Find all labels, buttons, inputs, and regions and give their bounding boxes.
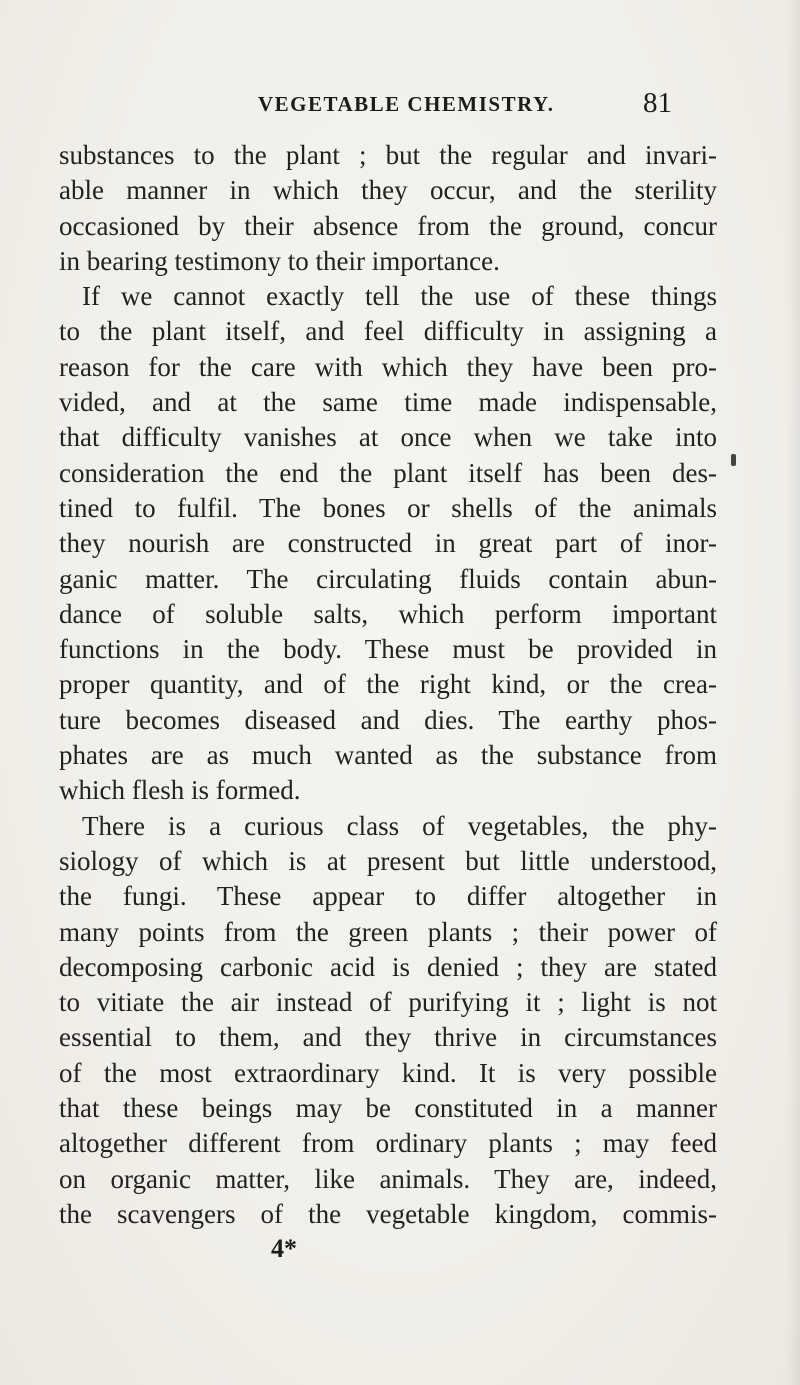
text-line: phates are as much wanted as the substance from <box>59 740 717 771</box>
text-line: vided, and at the same time made indispensable, <box>59 387 717 418</box>
running-title: VEGETABLE CHEMISTRY. <box>258 92 555 116</box>
text-line: occasioned by their absence from the ground, concur <box>59 210 717 241</box>
text-line: the scavengers of the vegetable kingdom, commis- <box>59 1198 717 1229</box>
text-line: altogether different from ordinary plants ; may feed <box>59 1128 717 1159</box>
text-line: of the most extraordinary kind. It is very possible <box>59 1057 717 1088</box>
text-line: they nourish are constructed in great part of inor- <box>59 528 717 559</box>
text-line: to the plant itself, and feel difficulty in assigning a <box>59 316 717 347</box>
body-text <box>59 138 717 1232</box>
margin-ink-mark <box>731 454 736 466</box>
page-number: 81 <box>643 87 672 119</box>
text-line: consideration the end the plant itself has been des- <box>59 457 717 488</box>
text-line: the fungi. These appear to differ altogether in <box>59 881 717 912</box>
text-line: to vitiate the air instead of purifying it ; light is not <box>59 987 717 1018</box>
text-line: There is a curious class of vegetables, the phy- <box>82 810 717 841</box>
text-line: many points from the green plants ; their power of <box>59 916 717 947</box>
text-line: which flesh is formed. <box>59 775 301 806</box>
text-line: able manner in which they occur, and the sterility <box>59 175 717 206</box>
text-line: that difficulty vanishes at once when we take into <box>59 422 717 453</box>
text-line: tined to fulfil. The bones or shells of the animals <box>59 492 717 523</box>
text-line: siology of which is at present but little understood, <box>59 845 717 876</box>
text-line: ture becomes diseased and dies. The earthy phos- <box>59 704 717 735</box>
page-header <box>0 87 800 120</box>
page-edge-shadow <box>786 0 800 1385</box>
text-line: that these beings may be constituted in a manner <box>59 1093 717 1124</box>
signature-mark: 4* <box>271 1234 297 1264</box>
text-line: on organic matter, like animals. They are, indeed, <box>59 1163 717 1194</box>
text-line: dance of soluble salts, which perform important <box>59 598 717 629</box>
text-line: ganic matter. The circulating fluids contain abun- <box>59 563 717 594</box>
text-line: substances to the plant ; but the regular and invari- <box>59 140 717 170</box>
text-line: decomposing carbonic acid is denied ; they are stated <box>59 951 717 982</box>
text-line: in bearing testimony to their importance. <box>59 245 500 276</box>
text-line: proper quantity, and of the right kind, or the crea- <box>59 669 717 700</box>
text-line: essential to them, and they thrive in circumstances <box>59 1022 717 1053</box>
text-line: reason for the care with which they have been pro- <box>59 351 717 382</box>
text-line: functions in the body. These must be provided in <box>59 634 717 665</box>
text-line: If we cannot exactly tell the use of these things <box>82 281 717 312</box>
